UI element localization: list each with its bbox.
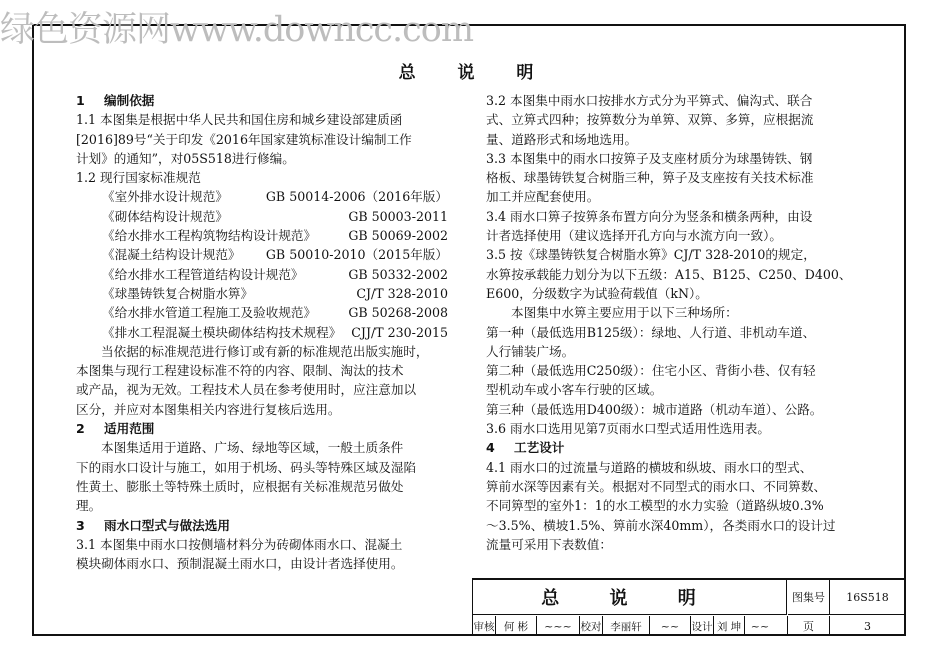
paragraph-line: 区分，并应对本图集相关内容进行复核后选用。 [76,401,341,417]
atlas-number-label: 图集号 [788,580,830,615]
page-number: 3 [864,619,871,633]
paragraph-line: 第一种（最低选用B125级）：绿地、人行道、非机动车道、 [486,324,816,340]
paragraph-line: 不同箅型的室外1：1的水工模型的水力实验（道路纵坡0.3% [486,498,824,514]
designer-signature: ~~ [750,619,770,633]
section-1-heading [76,91,450,110]
paragraph-line: ～3.5%、横坡1.5%、箅前水深40mm），各类雨水口的设计过 [486,517,836,533]
paragraph-line: 计划》的通知”，对05S518进行修编。 [76,150,295,166]
section-3-heading [76,516,450,535]
standard-code: GB 50010-2010（2015年版） [265,247,448,263]
standard-code: GB 50014-2006（2016年版） [265,189,448,205]
paragraph-line: 加工并应配套使用。 [486,189,600,205]
standard-name: 《给水排水工程管道结构设计规范》 [102,266,304,282]
standard-code: GB 50003-2011 [348,208,448,224]
check-label: 校对 [580,616,603,636]
paragraph-line: 理。 [76,498,102,514]
standard-name: 《排水工程混凝土模块砌体结构技术规程》 [102,324,342,340]
paragraph-line: [2016]89号“关于印发《2016年国家建筑标准设计编制工作 [76,131,412,147]
paragraph-line: 或产品，视为无效。工程技术人员在参考使用时，应注意加以 [76,382,417,398]
reviewer-signature: ~~~ [537,616,580,636]
standard-name: 《给水排水工程构筑物结构设计规范》 [102,228,317,244]
paragraph-line: 型机动车或小客车行驶的区域。 [486,382,663,398]
paragraph-line: 第二种（最低选用C250级）：住宅小区、背街小巷、仅有轻 [486,363,816,379]
paragraph-line: 人行铺装广场。 [486,343,575,359]
section-number: 2 [76,421,85,437]
paragraph-line: 箅前水深等因素有关。根据对不同型式的雨水口、不同箅数、 [486,478,827,494]
paragraph-line: 格板、球墨铸铁复合树脂三种，箅子及支座按有关技术标准 [486,170,814,186]
paragraph-line: 本图集适用于道路、广场、绿地等区域，一般土质条件 [101,440,404,456]
standard-code: GB 50332-2002 [348,266,448,282]
paragraph-line: 3.3 本图集中的雨水口按箅子及支座材质分为球墨铸铁、钢 [486,150,813,166]
section-2-heading [76,419,450,438]
standard-name: 《给水排水管道工程施工及验收规范》 [102,305,317,321]
standard-code: CJJ/T 230-2015 [351,324,448,340]
atlas-number: 16S518 [830,580,905,615]
standard-row [76,226,450,245]
section-title: 编制依据 [104,93,155,108]
left-column [76,91,450,573]
standard-name: 《球墨铸铁复合树脂水箅》 [102,285,254,301]
page-title: 总 说 明 [398,63,552,83]
section-4-heading [486,438,858,457]
section-number: 4 [486,440,495,456]
paragraph-line: 模块砌体雨水口、预制混凝土雨水口，由设计者选择使用。 [76,556,404,572]
paragraph-line: 水箅按承载能力划分为以下五级：A15、B125、C250、D400、 [486,266,852,282]
paragraph-line: 性黄土、膨胀土等特殊土质时，应根据有关标准规范另做处 [76,478,404,494]
section-number: 3 [76,517,85,533]
paragraph-line: 4.1 雨水口的过流量与道路的横坡和纵坡、雨水口的型式、 [486,459,813,475]
standard-code: GB 50069-2002 [348,228,448,244]
paragraph-line: 式、立箅式四种；按箅数分为单箅、双箅、多箅，应根据流 [486,112,814,128]
paragraph-line: 下的雨水口设计与施工，如用于机场、码头等特殊区域及湿陷 [76,459,417,475]
section-title: 工艺设计 [514,440,565,456]
section-number: 1 [76,93,85,108]
section-title: 雨水口型式与做法选用 [104,517,230,533]
page-label: 页 [788,616,830,636]
paragraph-line: 本图集与现行工程建设标准不符的内容、限制、淘汰的技术 [76,363,404,379]
standard-code: CJ/T 328-2010 [356,285,448,301]
paragraph-line: 第三种（最低选用D400级）：城市道路（机动车道）、公路。 [486,401,823,417]
standard-row [76,207,450,226]
standard-name: 《室外排水设计规范》 [102,189,228,205]
standard-row [76,265,450,284]
paragraph-line: 当依据的标准规范进行修订或有新的标准规范出版实施时， [101,343,429,359]
paragraph-line: 本图集中水箅主要应用于以下三种场所： [511,305,738,321]
subsection-heading: 1.2 现行国家标准规范 [76,170,201,186]
checker-name: 李丽轩 [603,616,650,636]
section-title: 适用范围 [104,421,155,437]
paragraph-line: 3.4 雨水口箅子按箅条布置方向分为竖条和横条两种，由设 [486,208,813,224]
standard-code: GB 50268-2008 [348,305,448,321]
paragraph-line: 量、道路形式和场地选用。 [486,131,638,147]
standard-row [76,303,450,322]
design-label: 设计 [691,616,714,636]
standard-name: 《砌体结构设计规范》 [102,208,228,224]
reviewer-name: 何 彬 [496,616,537,636]
paragraph-line: 3.6 雨水口选用见第7页雨水口型式适用性选用表。 [486,421,770,437]
review-label: 审核 [473,616,496,636]
paragraph-line: 3.2 本图集中雨水口按排水方式分为平箅式、偏沟式、联合 [486,93,813,108]
designer-name: 刘 坤 [714,616,745,636]
standard-row [76,284,450,303]
paragraph-line: 计者选择使用（建议选择开孔方向与水流方向一致）。 [486,228,782,244]
checker-signature: ~~ [650,616,691,636]
standard-name: 《混凝土结构设计规范》 [102,247,241,263]
standard-row [76,245,450,264]
signature-row [473,616,788,636]
standard-row [76,323,450,342]
paragraph-line: 流量可采用下表数值： [486,536,612,552]
title-block [472,578,905,636]
paragraph-line: 1.1 本图集是根据中华人民共和国住房和城乡建设部建质函 [76,112,403,128]
title-block-title: 总 说 明 [473,580,787,615]
right-column [486,91,858,554]
paragraph-line: E600，分级数字为试验荷载值（kN）。 [486,285,708,301]
paragraph-line: 3.5 按《球墨铸铁复合树脂水箅》CJ/T 328-2010的规定， [486,247,816,263]
paragraph-line: 3.1 本图集中雨水口按侧墙材料分为砖砌体雨水口、混凝土 [76,536,403,552]
standard-row [76,187,450,206]
watermark-text: 绿色资源网www.downcc.com [0,10,474,50]
